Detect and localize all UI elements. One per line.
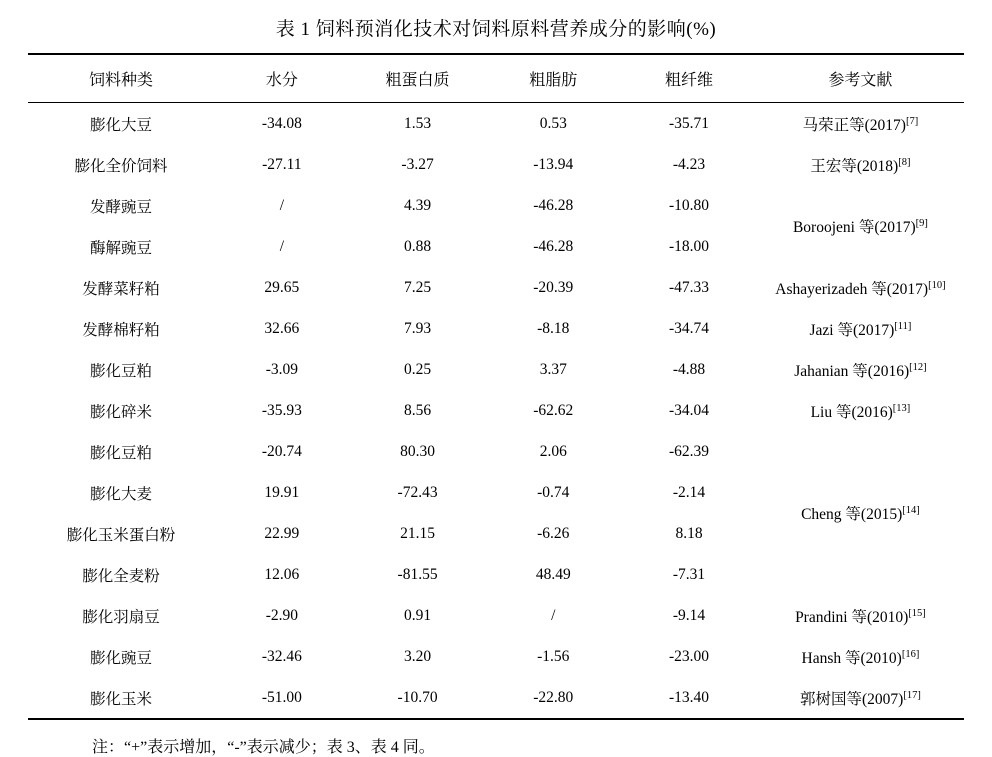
cell-moisture: -3.09 — [265, 360, 298, 378]
reference-text: 马荣正等(2017) — [802, 116, 906, 134]
cell-moisture: -20.74 — [261, 442, 302, 460]
cell-crude-fiber: -7.31 — [672, 565, 706, 583]
cell-category: 酶解豌豆 — [89, 239, 152, 257]
cell-category: 膨化大豆 — [28, 103, 214, 145]
cell-crude-fiber: -23.00 — [668, 647, 710, 665]
cell-crude-fat: -20.39 — [533, 278, 574, 296]
column-header-crude-protein: 粗蛋白质 — [350, 54, 486, 103]
reference-text: Liu 等(2016) — [810, 403, 893, 421]
table-row — [28, 185, 964, 226]
reference-text: 郭树国等(2007) — [800, 690, 904, 708]
cell-crude-protein: -3.27 — [401, 155, 434, 173]
cell-crude-protein: 7.93 — [404, 319, 432, 337]
cell-crude-fiber: -47.33 — [668, 278, 710, 296]
cell-crude-protein: 3.20 — [404, 647, 432, 665]
cell-crude-fat: / — [551, 606, 556, 624]
reference-superscript: [11] — [894, 320, 912, 332]
cell-category: 膨化玉米蛋白粉 — [66, 526, 176, 544]
cell-crude-fat: -62.62 — [533, 401, 574, 419]
reference-text: Jazi 等(2017) — [809, 321, 895, 339]
cell-crude-protein: -81.55 — [397, 565, 438, 583]
cell-moisture: 32.66 — [264, 319, 300, 337]
nutrition-table — [28, 53, 964, 720]
cell-crude-fat: -46.28 — [533, 196, 574, 214]
cell-crude-fiber: -34.74 — [668, 319, 710, 337]
cell-category: 膨化全麦粉 — [82, 567, 160, 585]
column-header-crude-fat: 粗脂肪 — [485, 54, 621, 103]
reference-text: 王宏等(2018) — [810, 157, 899, 175]
cell-crude-fiber: -4.88 — [672, 360, 706, 378]
cell-crude-fiber: -10.80 — [668, 196, 710, 214]
column-header-reference: 参考文献 — [757, 54, 964, 103]
cell-moisture: 19.91 — [264, 483, 300, 501]
table-row — [28, 267, 964, 308]
cell-moisture: -32.46 — [261, 647, 302, 665]
reference-superscript: [12] — [909, 361, 927, 373]
cell-crude-fat: -8.18 — [537, 319, 570, 337]
cell-reference — [757, 308, 964, 349]
cell-crude-fiber: -9.14 — [672, 606, 706, 624]
cell-category: 膨化豌豆 — [89, 649, 152, 667]
cell-category: 膨化全价饲料 — [74, 157, 168, 175]
reference-superscript: [8] — [898, 156, 911, 168]
cell-crude-protein: 4.39 — [404, 196, 432, 214]
cell-reference — [757, 390, 964, 431]
cell-crude-fiber: -2.14 — [672, 483, 706, 501]
table-row — [28, 349, 964, 390]
cell-category: 膨化羽扇豆 — [82, 608, 160, 626]
cell-category: 膨化豆粕 — [89, 362, 152, 380]
cell-crude-protein: 1.53 — [350, 103, 486, 145]
cell-crude-fiber: -34.04 — [668, 401, 710, 419]
cell-crude-protein: 80.30 — [400, 442, 435, 460]
table-row — [28, 636, 964, 677]
cell-category: 膨化碎米 — [89, 403, 152, 421]
cell-crude-fat: 0.53 — [485, 103, 621, 145]
table-note: 注：“+”表示增加，“-”表示减少；表 3、表 4 同。 — [92, 739, 435, 756]
cell-moisture: -27.11 — [262, 155, 302, 173]
cell-crude-protein: 21.15 — [400, 524, 435, 542]
column-header-moisture: 水分 — [214, 54, 350, 103]
table-row — [28, 595, 964, 636]
reference-superscript: [15] — [908, 607, 926, 619]
cell-moisture: 22.99 — [264, 524, 300, 542]
table-row — [28, 103, 964, 145]
cell-reference — [757, 185, 964, 267]
cell-category: 发酵豌豆 — [89, 198, 152, 216]
cell-reference — [757, 431, 964, 595]
cell-crude-protein: 8.56 — [404, 401, 432, 419]
reference-text: Ashayerizadeh 等(2017) — [775, 280, 929, 298]
cell-category: 发酵棉籽粕 — [82, 321, 160, 339]
cell-crude-fat: 48.49 — [535, 565, 571, 583]
cell-crude-fat: -6.26 — [537, 524, 570, 542]
reference-text: Hansh 等(2010) — [801, 649, 902, 667]
cell-moisture: / — [279, 237, 284, 255]
reference-text: Jahanian 等(2016) — [794, 362, 910, 380]
cell-reference — [757, 103, 964, 145]
cell-reference — [757, 349, 964, 390]
cell-crude-protein: 0.91 — [404, 606, 432, 624]
cell-moisture: 29.65 — [264, 278, 300, 296]
cell-category: 发酵菜籽粕 — [82, 280, 160, 298]
cell-crude-fiber: -4.23 — [672, 155, 706, 173]
cell-crude-fiber: -35.71 — [621, 103, 757, 145]
table-row — [28, 144, 964, 185]
cell-crude-fat: 2.06 — [539, 442, 567, 460]
table-row — [28, 677, 964, 719]
cell-reference — [757, 636, 964, 677]
reference-text: Cheng 等(2015) — [801, 506, 903, 523]
table-title: 表 1 饲料预消化技术对饲料原料营养成分的影响(%) — [275, 19, 717, 40]
reference-superscript: [10] — [928, 279, 946, 291]
cell-crude-fat: -46.28 — [533, 237, 574, 255]
cell-moisture: 12.06 — [264, 565, 300, 583]
cell-moisture: -51.00 — [214, 677, 350, 719]
cell-crude-fat: -13.94 — [533, 155, 574, 173]
table-row — [28, 390, 964, 431]
cell-crude-protein: 0.88 — [404, 237, 432, 255]
cell-category: 膨化豆粕 — [89, 444, 152, 462]
table-header-row — [28, 54, 964, 103]
table-body — [28, 103, 964, 720]
reference-superscript: [7] — [905, 115, 919, 127]
reference-superscript: [17] — [903, 689, 921, 701]
cell-moisture: -35.93 — [261, 401, 302, 419]
cell-moisture: -2.90 — [265, 606, 298, 624]
cell-moisture: / — [279, 196, 284, 214]
cell-crude-fat: -0.74 — [537, 483, 570, 501]
cell-moisture: -34.08 — [214, 103, 350, 145]
cell-reference — [757, 677, 964, 719]
cell-category: 膨化大麦 — [89, 485, 152, 503]
reference-superscript: [16] — [901, 648, 920, 660]
cell-reference — [757, 595, 964, 636]
reference-superscript: [13] — [892, 402, 911, 414]
cell-crude-fat: -22.80 — [485, 677, 621, 719]
cell-crude-protein: -10.70 — [350, 677, 486, 719]
column-header-crude-fiber: 粗纤维 — [621, 54, 757, 103]
table-header — [28, 54, 964, 103]
cell-crude-protein: -72.43 — [397, 483, 438, 501]
cell-crude-fiber: 8.18 — [675, 524, 703, 542]
reference-superscript: [9] — [915, 217, 928, 229]
column-header-category: 饲料种类 — [28, 54, 214, 103]
cell-crude-protein: 7.25 — [404, 278, 432, 296]
reference-superscript: [14] — [902, 504, 920, 516]
reference-text: Boroojeni 等(2017) — [792, 219, 916, 236]
table-row — [28, 431, 964, 472]
cell-reference — [757, 267, 964, 308]
table-row — [28, 308, 964, 349]
cell-crude-fiber: -62.39 — [668, 442, 710, 460]
cell-crude-fat: 3.37 — [539, 360, 567, 378]
cell-reference — [757, 144, 964, 185]
reference-text: Prandini 等(2010) — [795, 608, 909, 626]
cell-crude-fiber: -18.00 — [668, 237, 710, 255]
cell-crude-protein: 0.25 — [404, 360, 432, 378]
cell-crude-fat: -1.56 — [537, 647, 570, 665]
cell-crude-fiber: -13.40 — [621, 677, 757, 719]
cell-category: 膨化玉米 — [28, 677, 214, 719]
